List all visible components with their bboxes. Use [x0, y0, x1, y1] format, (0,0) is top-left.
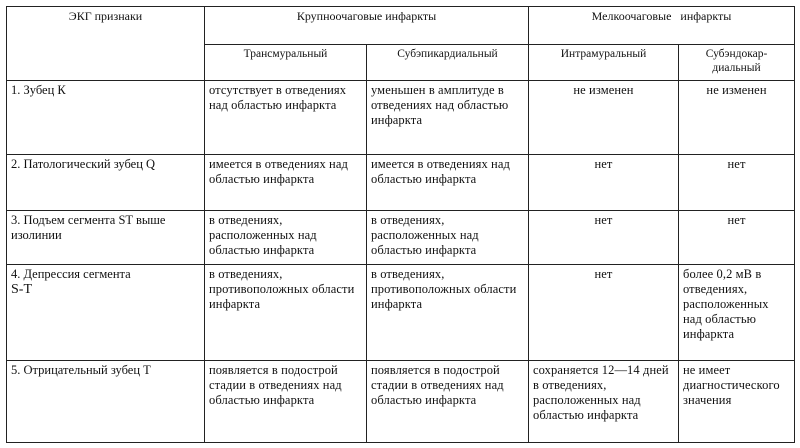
header-transmural: Трансмуральный — [205, 45, 367, 81]
intramural-cell: нет — [529, 155, 679, 211]
feature-text: 4. Депрессия сегмента — [11, 267, 131, 281]
transmural-cell: в отведениях, расположенных над областью инфаркта — [205, 211, 367, 265]
subepicardial-cell: имеется в отведениях над областью инфаркта — [367, 155, 529, 211]
header-intramural: Интрамуральный — [529, 45, 679, 81]
header-subendocardial: Субэндокар- диальный — [679, 45, 795, 81]
subendocardial-cell: не имеет диагностического значения — [679, 361, 795, 443]
header-large-focal: Крупноочаговые инфаркты — [205, 7, 529, 45]
transmural-cell: в отведениях, противоположных области инфаркта — [205, 265, 367, 361]
feature-cell — [7, 265, 205, 361]
table-row — [7, 361, 795, 443]
intramural-cell: нет — [529, 211, 679, 265]
subendocardial-cell: нет — [679, 155, 795, 211]
intramural-cell: сохраняется 12—14 дней в отведениях, расположенных над областью инфаркта — [529, 361, 679, 443]
ecg-infarction-table — [6, 6, 795, 443]
transmural-cell: имеется в отведениях над областью инфаркта — [205, 155, 367, 211]
feature-cell: 5. Отрицательный зубец Т — [7, 361, 205, 443]
feature-cell: 1. Зубец К — [7, 81, 205, 155]
subepicardial-cell: появляется в подострой стадии в отведениях над областью инфаркта — [367, 361, 529, 443]
table-row — [7, 155, 795, 211]
intramural-cell: не изменен — [529, 81, 679, 155]
subepicardial-cell: уменьшен в амплитуде в отведениях над областью инфаркта — [367, 81, 529, 155]
header-small-focal: Мелкоочаговые инфаркты — [529, 7, 795, 45]
subepicardial-cell: в отведениях, расположенных над областью инфаркта — [367, 211, 529, 265]
transmural-cell: отсутствует в отведениях над областью инфаркта — [205, 81, 367, 155]
subepicardial-cell: в отведениях, противоположных области инфаркта — [367, 265, 529, 361]
subendocardial-cell: не изменен — [679, 81, 795, 155]
subendocardial-cell: нет — [679, 211, 795, 265]
subendocardial-cell: более 0,2 мВ в отведениях, расположенных над областью инфаркта — [679, 265, 795, 361]
table-row — [7, 265, 795, 361]
feature-segment-label: S-T — [11, 282, 32, 297]
table-row — [7, 211, 795, 265]
feature-cell: 2. Патологический зубец Q — [7, 155, 205, 211]
intramural-cell: нет — [529, 265, 679, 361]
header-ecg-features: ЭКГ признаки — [7, 7, 205, 81]
header-subepicardial: Субэпикардиальный — [367, 45, 529, 81]
header-row-groups — [7, 7, 795, 45]
table-row — [7, 81, 795, 155]
feature-cell: 3. Подъем сегмента ST выше изолинии — [7, 211, 205, 265]
transmural-cell: появляется в подострой стадии в отведениях над областью инфаркта — [205, 361, 367, 443]
